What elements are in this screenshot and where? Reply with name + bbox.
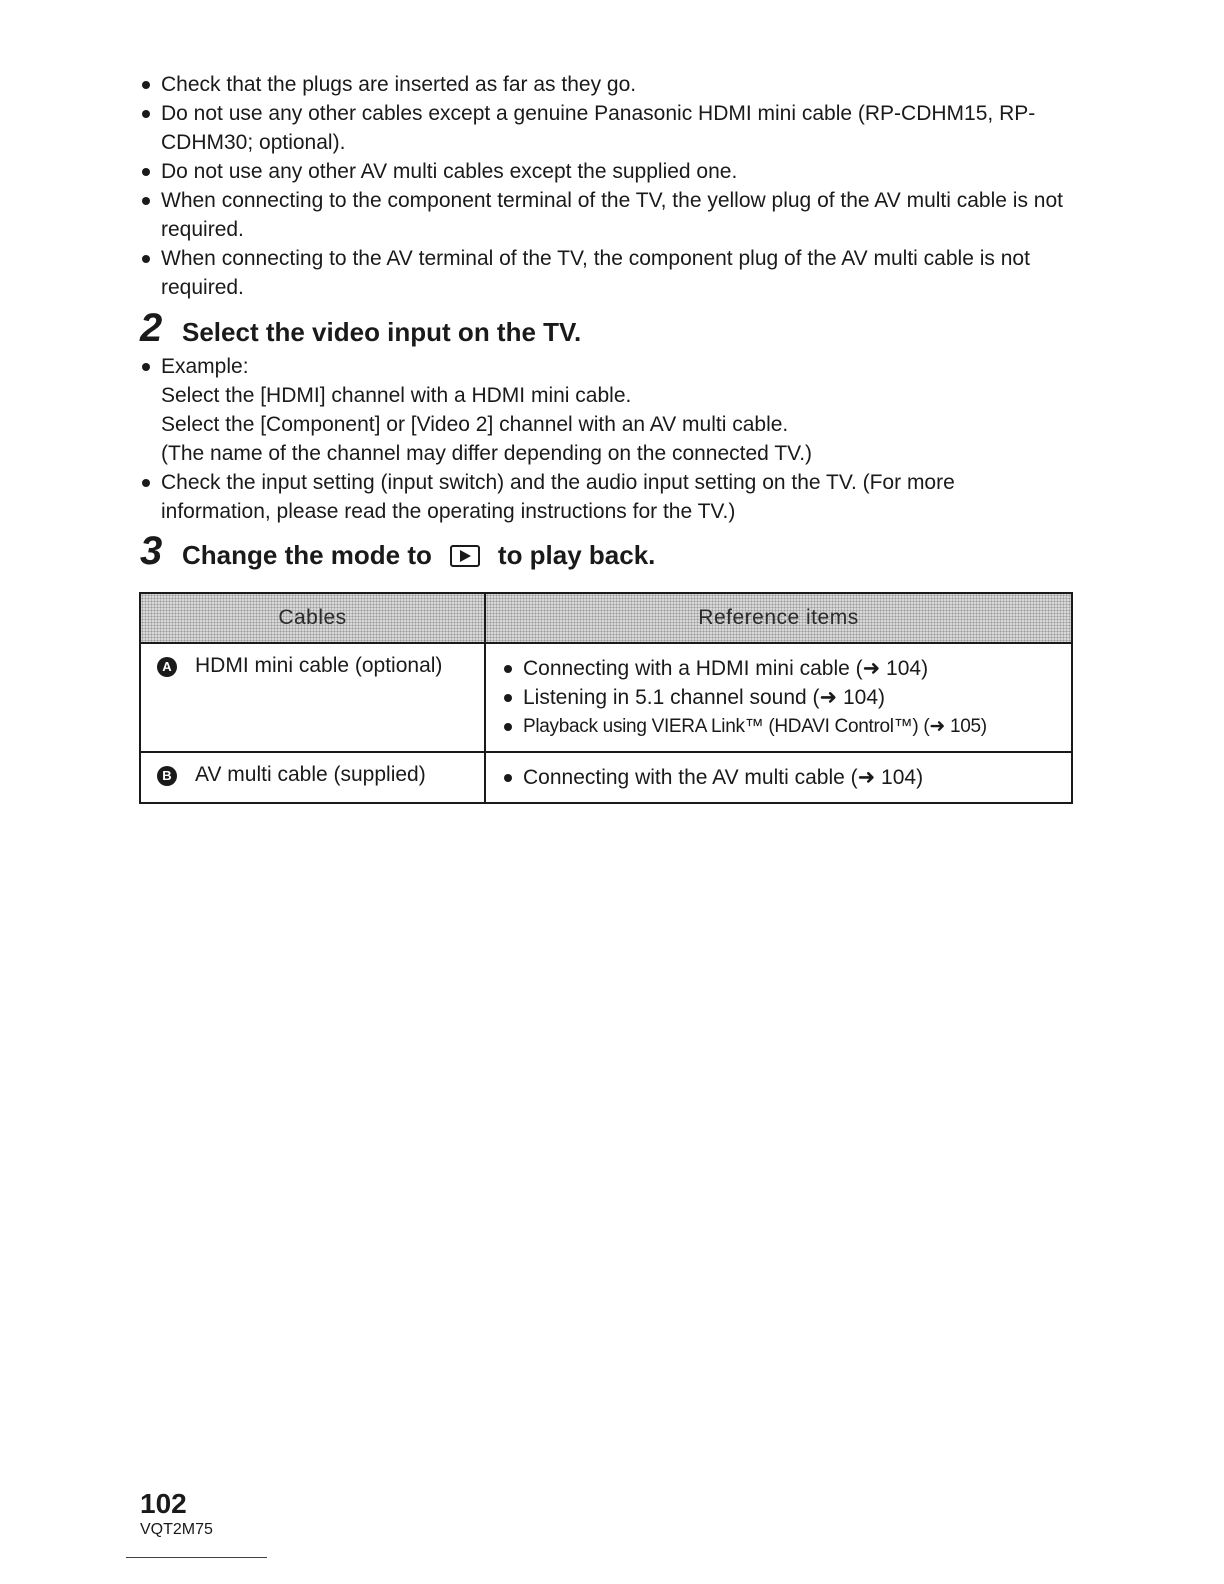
column-header-reference-items: Reference items xyxy=(485,593,1072,643)
marker-b-icon: B xyxy=(157,766,177,786)
step-2-note xyxy=(140,468,1040,526)
note-item: When connecting to the AV terminal of the TV, the component plug of the AV multi cable is not required. xyxy=(140,244,1080,302)
reference-cell xyxy=(485,752,1072,803)
step-number: 3 xyxy=(140,529,163,573)
example-line: Select the [Component] or [Video 2] channel with an AV multi cable. xyxy=(161,413,789,436)
step-title-after: to play back. xyxy=(497,540,656,570)
cable-cell xyxy=(140,752,485,803)
notes-list xyxy=(140,70,1080,302)
reference-item: Connecting with a HDMI mini cable (➜ 104) xyxy=(502,654,1059,683)
document-code: VQT2M75 xyxy=(140,1521,213,1538)
table-row xyxy=(140,752,1072,803)
step-title: Select the video input on the TV. xyxy=(182,317,582,347)
reference-item: Playback using VIERA Link™ (HDAVI Control™) (➜ 105) xyxy=(502,712,1059,741)
note-item: Check the input setting (input switch) and the audio input setting on the TV. (For more information, please read the operating instructions for the TV.) xyxy=(140,468,1040,526)
note-item: Do not use any other AV multi cables except the supplied one. xyxy=(140,157,1080,186)
reference-cell xyxy=(485,643,1072,752)
example-lines xyxy=(140,381,1080,468)
step-2-heading xyxy=(140,306,581,351)
step-title-before: Change the mode to xyxy=(182,540,432,570)
reference-item: Connecting with the AV multi cable (➜ 104) xyxy=(502,763,1059,792)
step-3-heading xyxy=(140,529,655,574)
note-item: When connecting to the component terminal of the TV, the yellow plug of the AV multi cable is not required. xyxy=(140,186,1080,244)
footer-rule xyxy=(126,1557,267,1558)
reference-item: Listening in 5.1 channel sound (➜ 104) xyxy=(502,683,1059,712)
example-line: Select the [HDMI] channel with a HDMI mini cable. xyxy=(161,384,632,407)
cable-name: HDMI mini cable (optional) xyxy=(195,654,443,677)
cable-cell xyxy=(140,643,485,752)
table-row xyxy=(140,643,1072,752)
note-item: Check that the plugs are inserted as far as they go. xyxy=(140,70,1080,99)
column-header-cables: Cables xyxy=(140,593,485,643)
example-line: (The name of the channel may differ depending on the connected TV.) xyxy=(161,442,813,465)
example-label: Example: xyxy=(140,352,1080,381)
note-item: Do not use any other cables except a genuine Panasonic HDMI mini cable (RP-CDHM15, RP-CDHM30; optional). xyxy=(140,99,1080,157)
marker-a-icon: A xyxy=(157,657,177,677)
page-number: 102 xyxy=(140,1488,187,1519)
cable-name: AV multi cable (supplied) xyxy=(195,763,426,786)
step-number: 2 xyxy=(140,306,163,350)
reference-table xyxy=(139,592,1073,804)
playback-mode-icon xyxy=(450,545,480,567)
table-header-row xyxy=(140,593,1072,643)
step-2-details xyxy=(140,352,1080,381)
